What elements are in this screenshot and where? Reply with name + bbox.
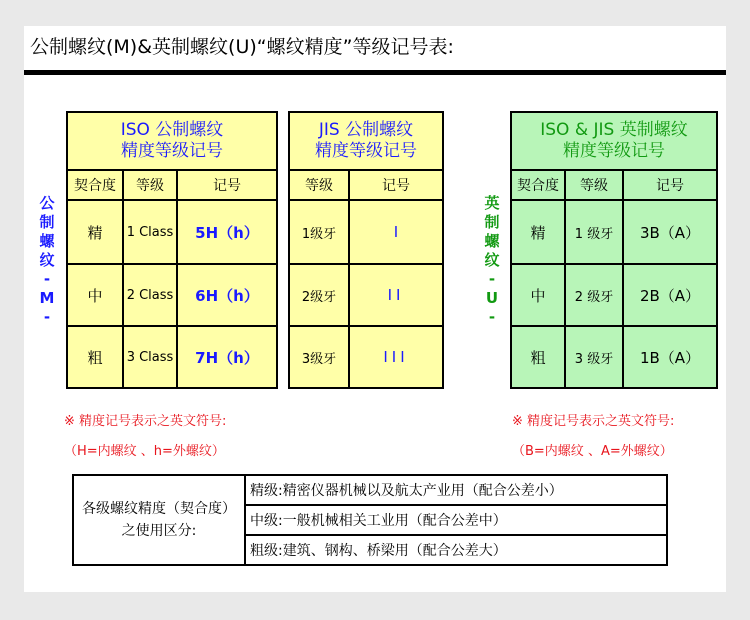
grade-cell: 2 Class [123,264,177,326]
column-header-mark: 记号 [177,170,277,200]
table-row [511,326,717,388]
table-row [289,326,443,388]
fit-cell: 粗 [511,326,565,388]
iso-jis-inch-title-line1: ISO & JIS 英制螺纹 [540,120,688,140]
mark-cell: 2B（A） [623,264,717,326]
jis-metric-title-line2: 精度等级记号 [315,141,417,161]
inch-side-char: 纹 [484,251,500,269]
column-header-fit: 契合度 [67,170,123,200]
usage-row-medium: 中级:一般机械相关工业用（配合公差中） [245,505,667,535]
inch-side-char: - [488,270,496,288]
table-row [289,200,443,264]
metric-side-char: 纹 [39,251,55,269]
inch-side-char: U [485,289,499,307]
table-row [67,200,277,264]
metric-side-label [38,194,56,327]
inch-side-char: 英 [484,194,500,212]
metric-side-char: - [43,270,51,288]
mark-cell: 7H（h） [177,326,277,388]
jis-metric-table [288,111,444,389]
metric-side-char: 螺 [39,232,55,250]
grade-cell: 1 Class [123,200,177,264]
inch-side-char: 螺 [484,232,500,250]
jis-metric-title-line1: JIS 公制螺纹 [318,120,414,140]
fit-cell: 精 [511,200,565,264]
inch-note-line2: （B=内螺纹 、A=外螺纹） [512,444,673,459]
fit-cell: 中 [67,264,123,326]
grade-cell: 2级牙 [289,264,349,326]
metric-side-char: 制 [39,213,55,231]
mark-cell: III [349,326,443,388]
iso-metric-title-line1: ISO 公制螺纹 [120,120,224,140]
column-header-grade: 等级 [565,170,623,200]
grade-cell: 1 级牙 [565,200,623,264]
usage-table [72,474,668,566]
mark-cell: I [349,200,443,264]
table-row [289,264,443,326]
metric-side-char: - [43,308,51,326]
grade-cell: 1级牙 [289,200,349,264]
metric-side-char: 公 [39,194,55,212]
fit-cell: 中 [511,264,565,326]
grade-cell: 3级牙 [289,326,349,388]
iso-jis-inch-title-line2: 精度等级记号 [563,141,665,161]
page [24,26,726,592]
metric-note-line1: ※ 精度记号表示之英文符号: [64,414,227,429]
column-header-mark: 记号 [623,170,717,200]
inch-side-char: - [488,308,496,326]
iso-metric-title [67,112,277,170]
jis-metric-title [289,112,443,170]
mark-cell: 1B（A） [623,326,717,388]
grade-cell: 3 级牙 [565,326,623,388]
column-header-grade: 等级 [289,170,349,200]
grade-cell: 3 Class [123,326,177,388]
iso-metric-table [66,111,278,389]
metric-side-char: M [39,289,55,307]
iso-metric-title-line2: 精度等级记号 [121,141,223,161]
metric-note-line2: （H=内螺纹 、h=外螺纹） [64,444,225,459]
inch-side-char: 制 [484,213,500,231]
grade-cell: 2 级牙 [565,264,623,326]
mark-cell: II [349,264,443,326]
fit-cell: 精 [67,200,123,264]
iso-jis-inch-title [511,112,717,170]
inch-side-label [483,194,501,327]
usage-row-fine: 精级:精密仪器机械以及航太产业用（配合公差小） [245,475,667,505]
inch-note-line1: ※ 精度记号表示之英文符号: [512,414,675,429]
usage-row-coarse: 粗级:建筑、钢构、桥梁用（配合公差大） [245,535,667,565]
usage-label: 各级螺纹精度（契合度）之使用区分: [73,475,245,565]
column-header-fit: 契合度 [511,170,565,200]
title-rule [24,70,726,75]
table-row [511,264,717,326]
page-title: 公制螺纹(M)&英制螺纹(U)“螺纹精度”等级记号表: [30,36,454,58]
column-header-mark: 记号 [349,170,443,200]
mark-cell: 6H（h） [177,264,277,326]
fit-cell: 粗 [67,326,123,388]
column-header-grade: 等级 [123,170,177,200]
table-row [511,200,717,264]
table-row [67,326,277,388]
table-row [67,264,277,326]
iso-jis-inch-table [510,111,718,389]
mark-cell: 5H（h） [177,200,277,264]
mark-cell: 3B（A） [623,200,717,264]
